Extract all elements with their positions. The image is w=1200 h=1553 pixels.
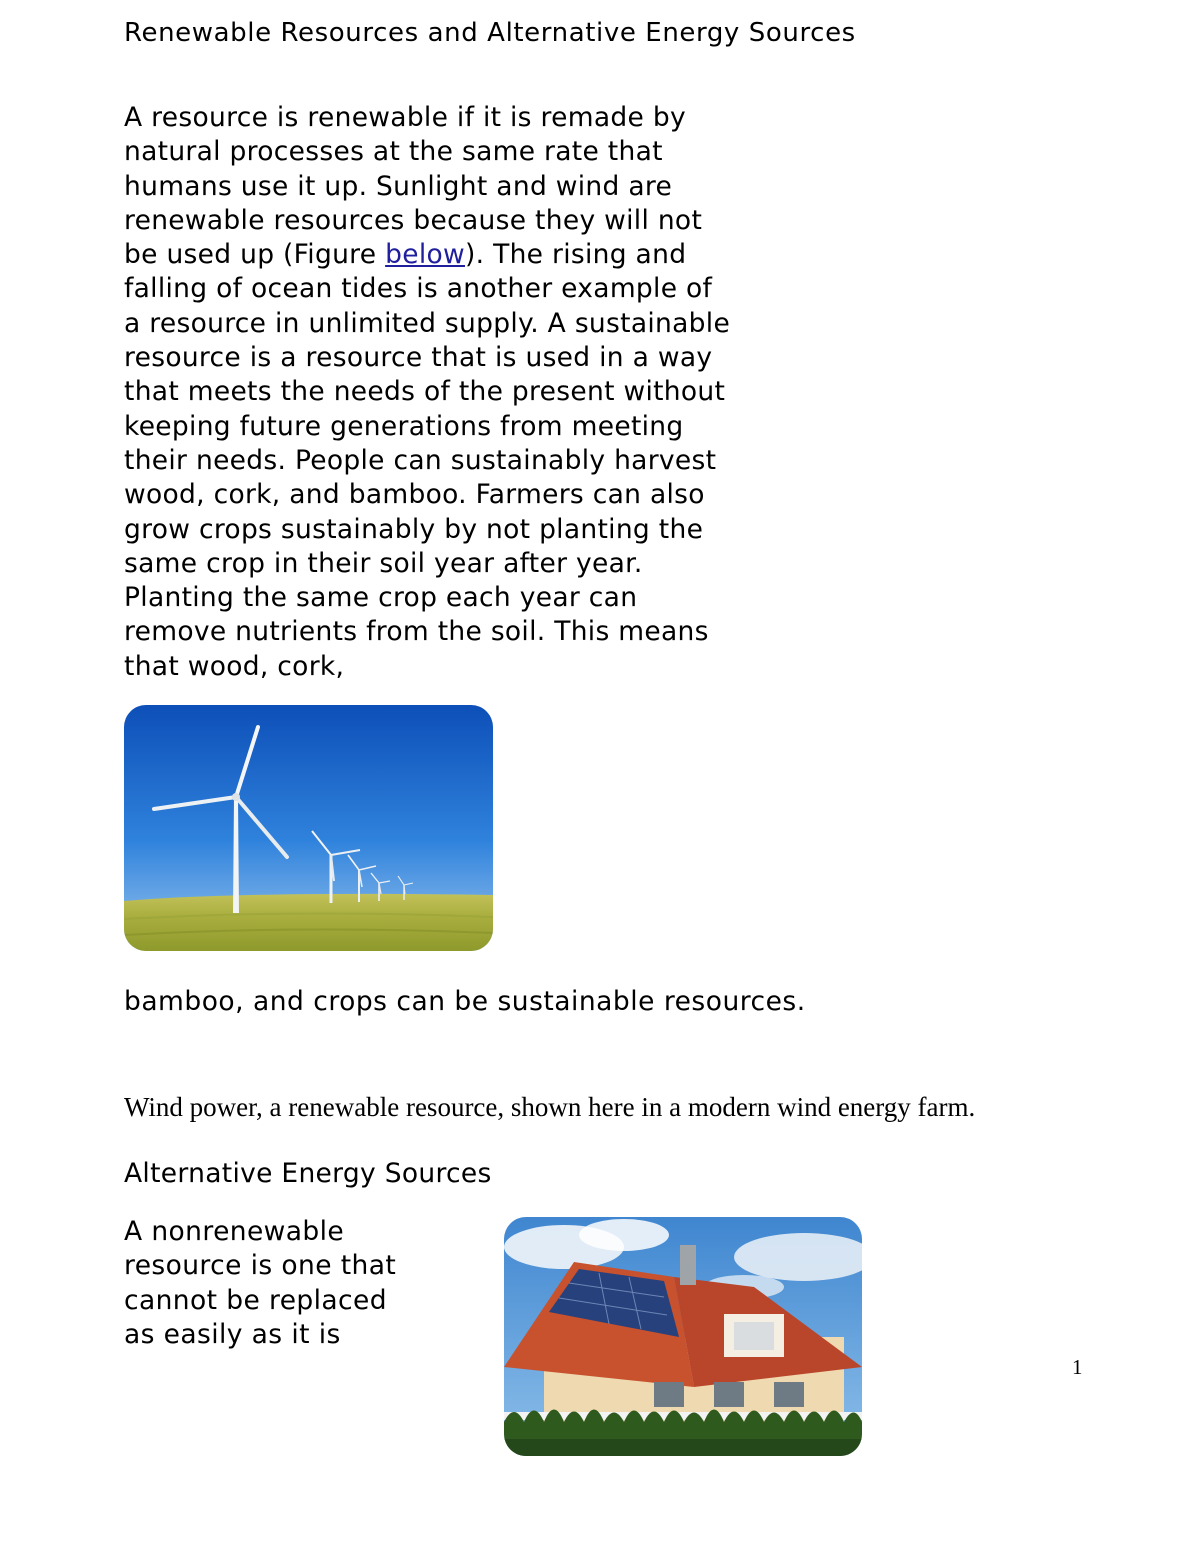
paragraph-line: same crop in their soil year after year.	[124, 547, 643, 579]
paragraph-line: renewable resources because they will not	[124, 204, 703, 236]
paragraph-line: a resource in unlimited supply. A sustainable	[124, 307, 731, 339]
document-title: Renewable Resources and Alternative Energy Sources	[124, 18, 856, 48]
paragraph-line: their needs. People can sustainably harvest	[124, 444, 717, 476]
paragraph-line: remove nutrients from the soil. This means	[124, 616, 709, 648]
figure-below-link[interactable]: below	[385, 239, 465, 271]
section-heading: Alternative Energy Sources	[124, 1158, 492, 1189]
paragraph-line: wood, cork, and bamboo. Farmers can also	[124, 479, 705, 511]
paragraph-line: humans use it up. Sunlight and wind are	[124, 170, 673, 202]
paragraph-line: A nonrenewable	[124, 1216, 345, 1247]
paragraph-line-end: ). The rising and	[465, 239, 687, 271]
paragraph-line: resource is one that	[124, 1250, 397, 1282]
paragraph-line: keeping future generations from meeting	[124, 410, 684, 442]
solar-house-illustration	[504, 1217, 862, 1456]
figure-caption: Wind power, a renewable resource, shown here in a modern wind energy farm.	[124, 1092, 976, 1122]
paragraph-line: cannot be replaced	[124, 1284, 387, 1316]
paragraph-renewable	[124, 101, 854, 684]
paragraph-line: Planting the same crop each year can	[124, 582, 638, 614]
paragraph-line: resource is a resource that is used in a way	[124, 342, 713, 374]
page-number: 1	[1072, 1355, 1083, 1379]
wind-farm-photo	[124, 705, 493, 951]
paragraph-line-start: be used up (Figure	[124, 239, 386, 271]
solar-house-photo	[504, 1217, 862, 1456]
paragraph-line: falling of ocean tides is another example of	[124, 273, 713, 305]
paragraph-nonrenewable	[124, 1215, 484, 1352]
paragraph-line: natural processes at the same rate that	[124, 136, 663, 168]
paragraph-line: as easily as it is	[124, 1318, 341, 1350]
wind-farm-illustration	[124, 705, 493, 951]
paragraph-line: A resource is renewable if it is remade by	[124, 102, 686, 133]
paragraph-line	[124, 238, 854, 272]
paragraph-line: grow crops sustainably by not planting the	[124, 513, 704, 545]
paragraph-continuation: bamboo, and crops can be sustainable resources.	[124, 986, 806, 1017]
paragraph-line: that wood, cork,	[124, 650, 345, 682]
paragraph-line: that meets the needs of the present without	[124, 376, 726, 408]
